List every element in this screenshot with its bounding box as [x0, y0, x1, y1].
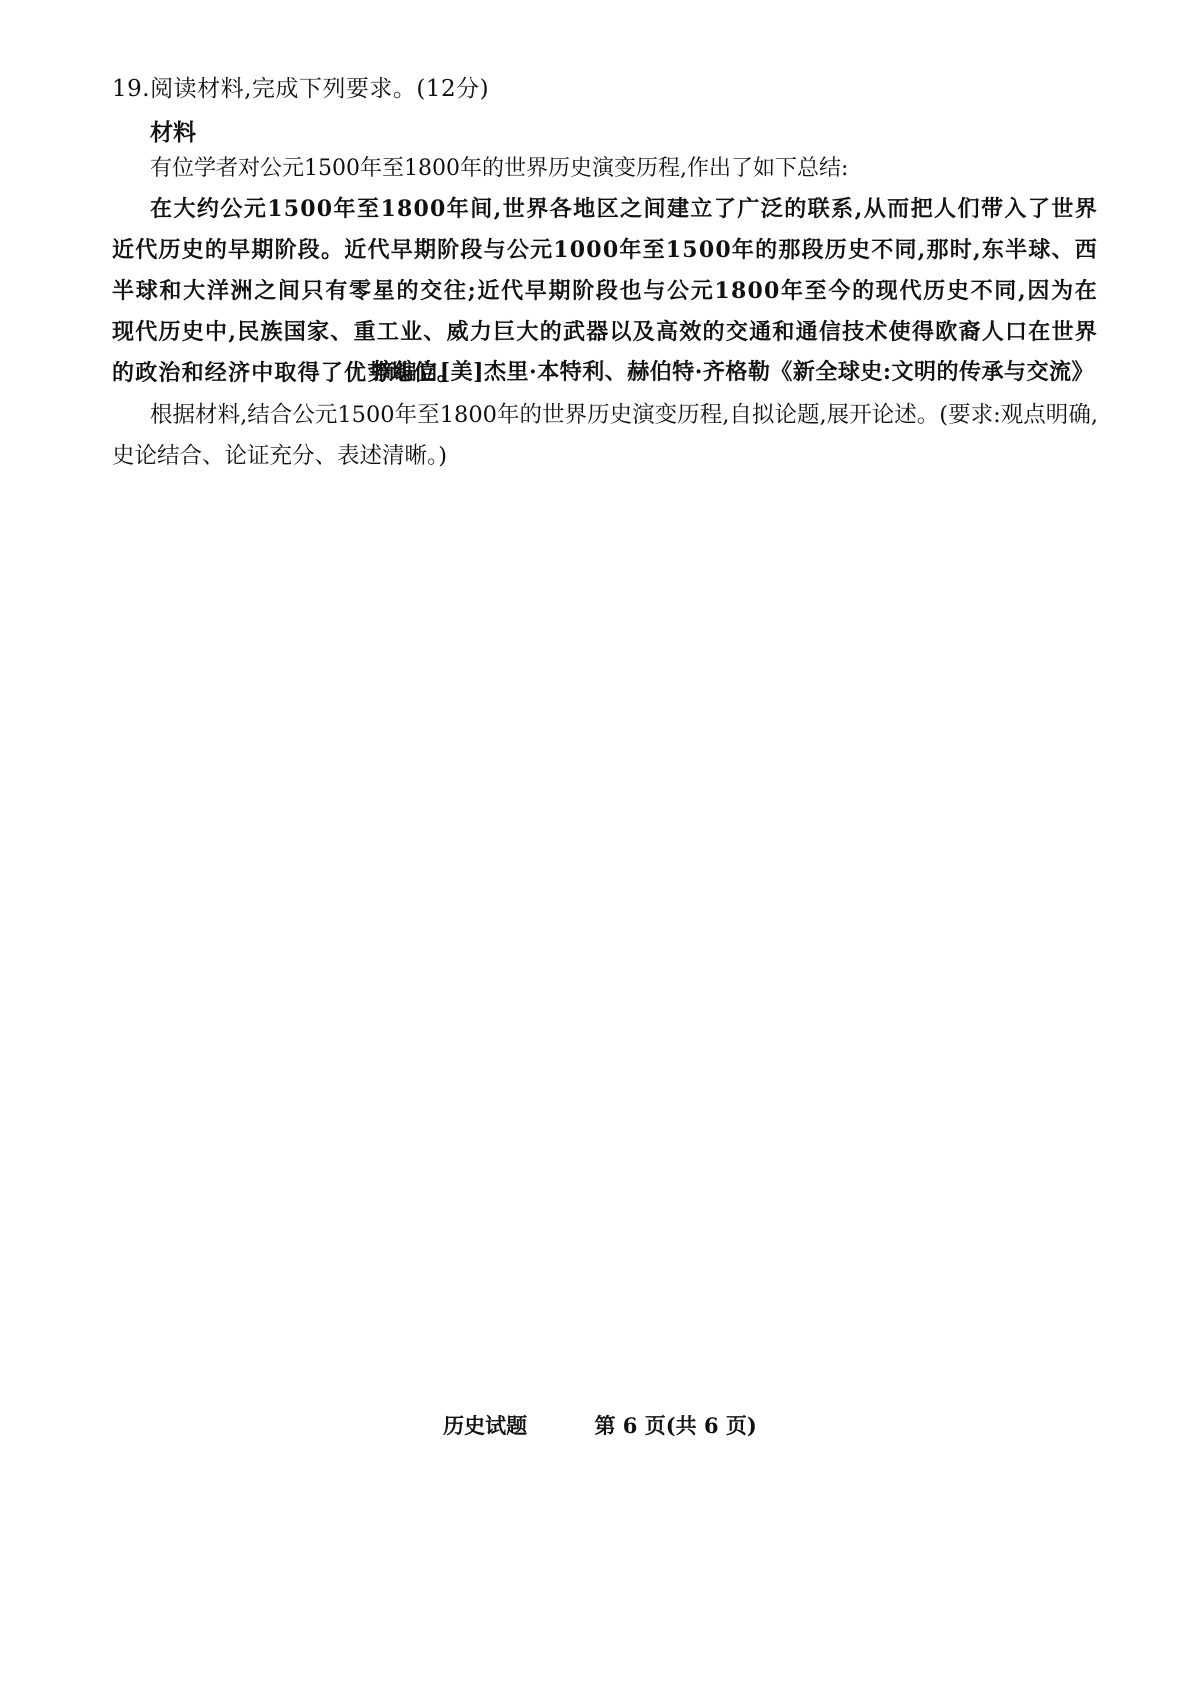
material-label: 材料: [150, 119, 196, 146]
question-task: 根据材料,结合公元1500年至1800年的世界历史演变历程,自拟论题,展开论述。(要求:观点明确,史论结合、论证充分、表述清晰。): [112, 402, 1098, 469]
page-footer: [0, 1410, 1200, 1440]
question-header: 19.阅读材料,完成下列要求。(12分): [112, 76, 490, 102]
material-intro: 有位学者对公元1500年至1800年的世界历史演变历程,作出了如下总结:: [150, 156, 849, 181]
material-source: 摘编自[美]杰里·本特利、赫伯特·齐格勒《新全球史:文明的传承与交流》: [372, 359, 1094, 385]
footer-subject: 历史试题: [443, 1413, 528, 1438]
material-body: 在大约公元1500年至1800年间,世界各地区之间建立了广泛的联系,从而把人们带入了世界近代历史的早期阶段。近代早期阶段与公元1000年至1500年的那段历史不同,那时,东半球、西半球和大洋洲之间只有零星的交往;近代早期阶段也与公元1800年至今的现代历史不同,因为在现代历史中,民族国家、重工业、威力巨大的武器以及高效的交通和通信技术使得欧裔人口在世界的政治和经济中取得了优势地位。: [112, 196, 1098, 386]
footer-page-number: 第 6 页(共 6 页): [594, 1413, 757, 1438]
